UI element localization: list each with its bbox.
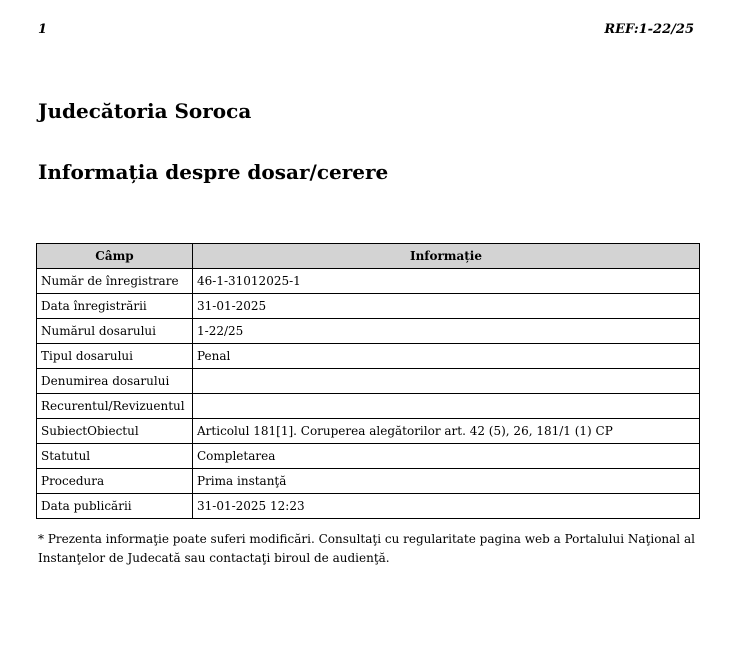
reference-number: REF:1-22/25 bbox=[604, 22, 694, 37]
row-field-label: SubiectObiectul bbox=[37, 419, 193, 444]
row-field-value: Prima instanţă bbox=[193, 469, 700, 494]
row-field-label: Denumirea dosarului bbox=[37, 369, 193, 394]
row-field-label: Recurentul/Revizuentul bbox=[37, 394, 193, 419]
table-row bbox=[37, 444, 700, 469]
row-field-label: Data înregistrării bbox=[37, 294, 193, 319]
table-row bbox=[37, 344, 700, 369]
row-field-label: Tipul dosarului bbox=[37, 344, 193, 369]
row-field-label: Numărul dosarului bbox=[37, 319, 193, 344]
row-field-value: 1-22/25 bbox=[193, 319, 700, 344]
table-row bbox=[37, 469, 700, 494]
court-name: Judecătoria Soroca bbox=[38, 99, 252, 123]
column-header-information: Informație bbox=[193, 244, 700, 269]
row-field-value bbox=[193, 369, 700, 394]
row-field-value: 31-01-2025 12:23 bbox=[193, 494, 700, 519]
disclaimer-note: * Prezenta informaţie poate suferi modificări. Consultaţi cu regularitate pagina web a Portalului Naţional al Instanţelor de Judecată sau contactaţi biroul de audienţă. bbox=[38, 532, 695, 565]
table-row bbox=[37, 394, 700, 419]
row-field-value: Articolul 181[1]. Coruperea alegătorilor art. 42 (5), 26, 181/1 (1) CP bbox=[193, 419, 700, 444]
table-row bbox=[37, 294, 700, 319]
table-row bbox=[37, 269, 700, 294]
row-field-value: Completarea bbox=[193, 444, 700, 469]
case-info-table bbox=[36, 243, 700, 519]
page-subtitle: Informația despre dosar/cerere bbox=[38, 160, 389, 184]
table-header-row bbox=[37, 244, 700, 269]
table-row bbox=[37, 319, 700, 344]
row-field-value: 31-01-2025 bbox=[193, 294, 700, 319]
row-field-value: Penal bbox=[193, 344, 700, 369]
column-header-field: Câmp bbox=[37, 244, 193, 269]
table-row bbox=[37, 419, 700, 444]
row-field-label: Statutul bbox=[37, 444, 193, 469]
row-field-value: 46-1-31012025-1 bbox=[193, 269, 700, 294]
page-number: 1 bbox=[38, 22, 48, 37]
table-row bbox=[37, 369, 700, 394]
row-field-label: Procedura bbox=[37, 469, 193, 494]
row-field-value bbox=[193, 394, 700, 419]
table-row bbox=[37, 494, 700, 519]
row-field-label: Număr de înregistrare bbox=[37, 269, 193, 294]
row-field-label: Data publicării bbox=[37, 494, 193, 519]
